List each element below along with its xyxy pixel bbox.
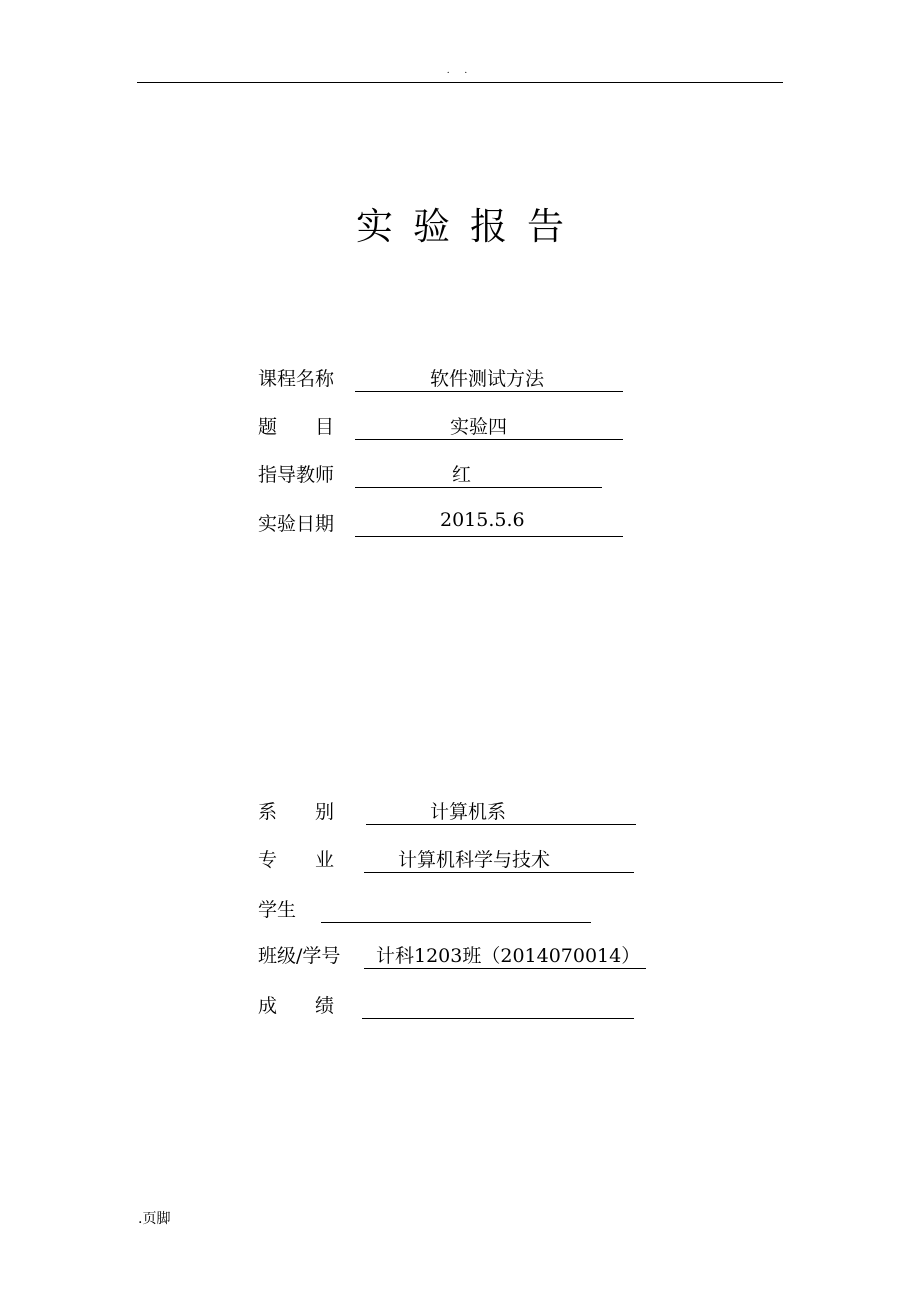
field-value: 计算机系 xyxy=(430,801,507,823)
field-underline xyxy=(364,872,634,873)
field-label: 指导教师 xyxy=(258,464,335,486)
field-label: 题 目 xyxy=(258,416,335,438)
field-underline xyxy=(355,439,623,440)
field-value: 2015.5.6 xyxy=(440,509,525,531)
field-label: 成 绩 xyxy=(258,995,335,1017)
field-value: 软件测试方法 xyxy=(430,368,545,390)
field-label: 班级/学号 xyxy=(258,945,341,967)
field-underline xyxy=(355,536,623,537)
page-title: 实验报告 xyxy=(356,205,584,248)
field-value: 计科1203班（2014070014） xyxy=(376,945,641,967)
page-footer: .页脚 xyxy=(138,1211,171,1227)
field-label: 学生 xyxy=(258,899,297,921)
field-label: 课程名称 xyxy=(258,368,335,390)
field-underline xyxy=(362,1018,634,1019)
field-value: 计算机科学与技术 xyxy=(398,849,551,871)
field-underline xyxy=(321,922,591,923)
field-value: 红 xyxy=(452,464,472,486)
field-underline xyxy=(366,824,636,825)
field-label: 实验日期 xyxy=(258,513,335,535)
field-underline xyxy=(364,968,646,969)
field-underline xyxy=(355,487,602,488)
field-value: 实验四 xyxy=(450,416,508,438)
header-dots: . . xyxy=(446,66,474,76)
field-label: 专 业 xyxy=(258,849,335,871)
header-rule xyxy=(137,82,783,83)
field-label: 系 别 xyxy=(258,801,335,823)
field-underline xyxy=(355,391,623,392)
